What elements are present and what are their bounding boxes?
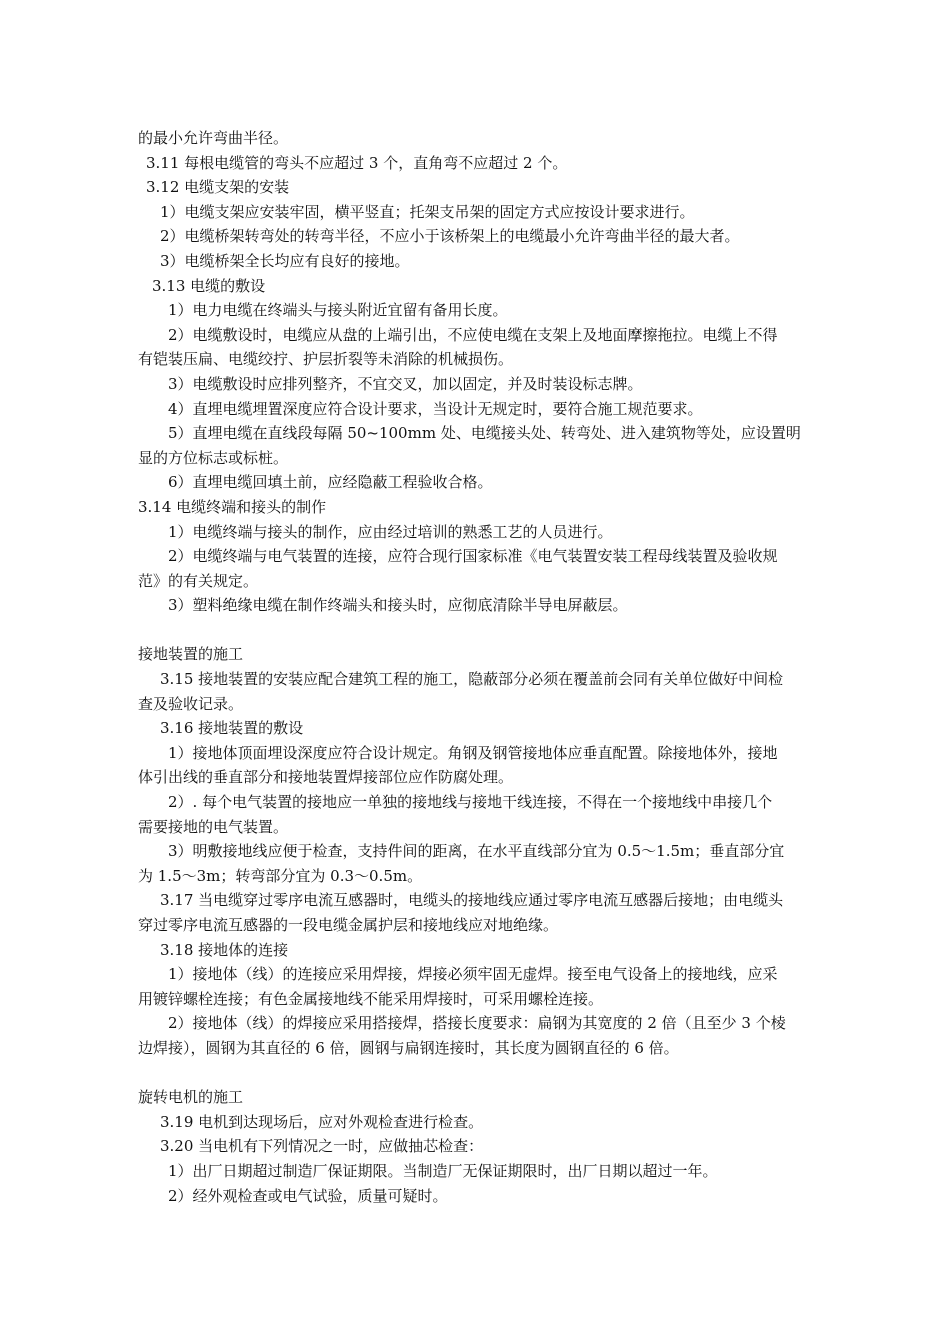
list-item: 1）接地体顶面埋设深度应符合设计规定。角钢及钢管接地体应垂直配置。除接地体外，接地 <box>168 743 778 762</box>
list-item: 2）电缆敷设时，电缆应从盘的上端引出，不应使电缆在支架上及地面摩擦拖拉。电缆上不得 <box>168 325 778 344</box>
list-item-continuation: 显的方位标志或标桩。 <box>138 448 289 467</box>
clause-3-14-heading: 3.14 电缆终端和接头的制作 <box>138 497 327 516</box>
list-item-continuation: 范》的有关规定。 <box>138 571 259 590</box>
text-line: 的最小允许弯曲半径。 <box>138 129 289 147</box>
list-item-continuation: 为 1.5～3m；转弯部分宜为 0.3～0.5m。 <box>138 866 423 885</box>
list-item: 3）塑料绝缘电缆在制作终端头和接头时，应彻底清除半导电屏蔽层。 <box>168 596 628 615</box>
list-item: 2）经外观检查或电气试验，质量可疑时。 <box>168 1186 448 1205</box>
list-item-continuation: 需要接地的电气装置。 <box>138 817 289 836</box>
clause-3-19: 3.19 电机到达现场后，应对外观检查进行检查。 <box>160 1112 484 1131</box>
clause-3-20-heading: 3.20 当电机有下列情况之一时，应做抽芯检查： <box>160 1137 484 1156</box>
list-item: 2）电缆终端与电气装置的连接，应符合现行国家标准《电气装置安装工程母线装置及验收规 <box>168 547 778 566</box>
clause-continuation: 查及验收记录。 <box>138 694 244 713</box>
list-item-continuation: 体引出线的垂直部分和接地装置焊接部位应作防腐处理。 <box>138 768 514 787</box>
section-heading-rotating-machines: 旋转电机的施工 <box>138 1088 244 1107</box>
clause-3-15: 3.15 接地装置的安装应配合建筑工程的施工，隐蔽部分必须在覆盖前会同有关单位做好中间检 <box>160 670 784 689</box>
list-item: 5）直埋电缆在直线段每隔 50~100mm 处、电缆接头处、转弯处、进入建筑物等处，应设置明 <box>168 424 801 443</box>
list-item: 3）电缆敷设时应排列整齐，不宜交叉，加以固定，并及时装设标志牌。 <box>168 374 643 393</box>
list-item-continuation: 用镀锌螺栓连接；有色金属接地线不能采用焊接时，可采用螺栓连接。 <box>138 989 604 1008</box>
clause-3-17: 3.17 当电缆穿过零序电流互感器时，电缆头的接地线应通过零序电流互感器后接地；由电缆头 <box>160 891 784 910</box>
list-item: 1）电缆支架应安装牢固，横平竖直；托架支吊架的固定方式应按设计要求进行。 <box>160 202 695 221</box>
list-item-continuation: 边焊接），圆钢为其直径的 6 倍，圆钢与扁钢连接时，其长度为圆钢直径的 6 倍。 <box>138 1038 679 1057</box>
list-item: 2）电缆桥架转弯处的转弯半径，不应小于该桥架上的电缆最小允许弯曲半径的最大者。 <box>160 227 740 246</box>
list-item: 1）接地体（线）的连接应采用焊接，焊接必须牢固无虚焊。接至电气设备上的接地线，应采 <box>168 965 778 984</box>
list-item: 2）接地体（线）的焊接应采用搭接焊，搭接长度要求：扁钢为其宽度的 2 倍（且至少 3 个棱 <box>168 1014 786 1033</box>
list-item-continuation: 有铠装压扁、电缆绞拧、护层折裂等未消除的机械损伤。 <box>138 350 514 369</box>
list-item: 1）电力电缆在终端头与接头附近宜留有备用长度。 <box>168 301 508 320</box>
blank-line <box>138 1061 862 1086</box>
list-item: 3）电缆桥架全长均应有良好的接地。 <box>160 251 410 270</box>
section-heading-grounding: 接地装置的施工 <box>138 645 244 664</box>
list-item: 1）电缆终端与接头的制作，应由经过培训的熟悉工艺的人员进行。 <box>168 522 613 541</box>
list-item: 4）直埋电缆埋置深度应符合设计要求，当设计无规定时，要符合施工规范要求。 <box>168 399 703 418</box>
clause-3-18-heading: 3.18 接地体的连接 <box>160 940 289 959</box>
clause-3-11: 3.11 每根电缆管的弯头不应超过 3 个，直角弯不应超过 2 个。 <box>146 153 568 172</box>
clause-3-13-heading: 3.13 电缆的敷设 <box>152 276 266 295</box>
list-item: 2）. 每个电气装置的接地应一单独的接地线与接地干线连接，不得在一个接地线中串接几个 <box>168 793 773 812</box>
clause-3-12-heading: 3.12 电缆支架的安装 <box>146 178 290 197</box>
list-item: 6）直埋电缆回填土前，应经隐蔽工程验收合格。 <box>168 473 493 492</box>
clause-continuation: 穿过零序电流互感器的一段电缆金属护层和接地线应对地绝缘。 <box>138 916 559 934</box>
list-item: 3）明敷接地线应便于检查，支持件间的距离，在水平直线部分宜为 0.5～1.5m；垂直部分宜 <box>168 842 785 861</box>
clause-3-16-heading: 3.16 接地装置的敷设 <box>160 719 304 738</box>
blank-line <box>138 618 862 643</box>
list-item: 1）出厂日期超过制造厂保证期限。当制造厂无保证期限时，出厂日期以超过一年。 <box>168 1161 718 1180</box>
